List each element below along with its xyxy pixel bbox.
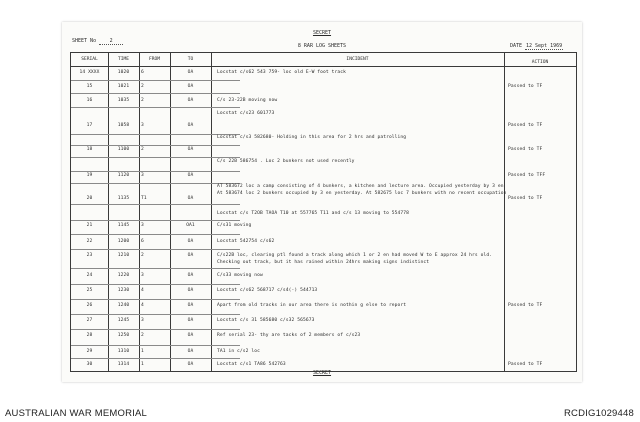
row-time: 1021 (117, 84, 130, 89)
archive-reference: RCDIG1029448 (564, 408, 634, 419)
row-incident-text: Locstat c/s3 582680- Holding in this area for 2 hrs and patrolling (217, 135, 407, 140)
row-serial: 24 (86, 273, 93, 278)
row-to: OA (187, 239, 194, 244)
row-time: 1210 (117, 253, 130, 258)
classification-top: SECRET (312, 30, 332, 36)
row-time: 1230 (117, 288, 130, 293)
col-header-action: ACTION (531, 60, 549, 65)
row-time: 1100 (117, 147, 130, 152)
row-time: 1058 (117, 123, 130, 128)
date-value: 12 Sept 1969 (526, 43, 563, 49)
row-incident-text: C/s22B loc, clearing ptl found a track along which 1 or 2 en had moved W to E approx 24 hrs old. (217, 253, 493, 258)
row-serial: 30 (86, 362, 93, 367)
sheet-no-label: SHEET No (72, 38, 97, 44)
col-header-to: TO (187, 57, 194, 62)
row-action: Passed to TF (508, 362, 543, 367)
row-from: 6 (141, 239, 144, 244)
row-action: Passed to TF (508, 84, 543, 89)
row-from: 3 (141, 173, 144, 178)
col-header-incident: INCIDENT (346, 57, 369, 62)
row-incident-text: Apart from old tracks in our area there is nothin g else to report (217, 303, 407, 308)
row-to: OA (187, 98, 194, 103)
row-incident-text: C/s33 moving now (217, 273, 263, 278)
row-incident-text: TA1 in c/s2 loc (217, 349, 260, 354)
row-incident-text: Locstat c/s1 TA86 542763 (217, 362, 286, 367)
col-header-serial: SERIAL (81, 57, 98, 62)
row-time: 1310 (117, 349, 130, 354)
col-header-time: TIME (117, 57, 130, 62)
row-time: 1120 (117, 173, 130, 178)
sheet-title: 8 RAR LOG SHEETS (297, 43, 347, 49)
row-from: 1 (141, 362, 144, 367)
row-serial: 25 (86, 288, 93, 293)
row-from: 2 (141, 98, 144, 103)
row-from: 2 (141, 147, 144, 152)
row-serial: 27 (86, 318, 93, 323)
row-serial: 26 (86, 303, 93, 308)
row-to: OA (187, 318, 194, 323)
row-to: OA (187, 70, 194, 75)
row-incident-text: Locstat c/s23 601773 (217, 111, 275, 116)
row-from: 3 (141, 273, 144, 278)
row-to: OA (187, 333, 194, 338)
row-to: OA (187, 362, 194, 367)
row-incident-text: Ref serial 23- thy are tacks of 2 members of c/s23 (217, 333, 361, 338)
row-time: 1135 (117, 196, 130, 201)
row-serial: 22 (86, 239, 93, 244)
row-serial: 14 XXXX (79, 70, 100, 75)
row-incident-text: Locstat c/s62 568717 c/s4(-) 544713 (217, 288, 318, 293)
row-serial: 28 (86, 333, 93, 338)
row-from: 4 (141, 303, 144, 308)
row-incident-text: Locstat c/s62 543 759- loc old E-W foot track (217, 70, 346, 75)
row-serial: 21 (86, 223, 93, 228)
row-serial: 15 (86, 84, 93, 89)
row-time: 1145 (117, 223, 130, 228)
row-time: 1314 (117, 362, 130, 367)
row-to: OA (187, 288, 194, 293)
row-action: Passed to TF (508, 147, 543, 152)
row-incident-text: AT 583672 loc a camp consisting of 4 bunkers, a kitchen and lecture area. Occupied yesterday by 3 en (217, 184, 504, 189)
sheet-date (510, 43, 563, 50)
row-incident-text: C/s31 moving (217, 223, 252, 228)
col-header-from: FROM (148, 57, 161, 62)
row-from: 3 (141, 318, 144, 323)
row-time: 1220 (117, 273, 130, 278)
row-serial: 17 (86, 123, 93, 128)
archive-caption: AUSTRALIAN WAR MEMORIAL (5, 408, 148, 419)
row-to: OA1 (186, 223, 195, 228)
row-incident-text: Locstat c/s 31 585680 c/s32 565673 (217, 318, 315, 323)
log-sheet-document (62, 22, 582, 382)
row-time: 1200 (117, 239, 130, 244)
row-serial: 29 (86, 349, 93, 354)
row-from: 2 (141, 84, 144, 89)
row-action: Passed to TF (508, 303, 543, 308)
classification-bottom: SECRET (312, 370, 332, 376)
row-from: T1 (141, 196, 147, 201)
row-from: 4 (141, 288, 144, 293)
date-label: DATE (510, 43, 523, 49)
row-from: 6 (141, 70, 144, 75)
row-incident-text: Locstat c/s T2OB TAOA T10 at 557765 T11 and c/s 13 moving to 554778 (217, 211, 409, 216)
row-serial: 19 (86, 173, 93, 178)
row-from: 1 (141, 349, 144, 354)
row-incident-text: C/s 22B 586754 . Loc 2 bunkers not used recently (217, 159, 355, 164)
row-action: Passed to TF (508, 196, 543, 201)
row-time: 1245 (117, 318, 130, 323)
row-from: 2 (141, 253, 144, 258)
row-serial: 20 (86, 196, 93, 201)
row-to: OA (187, 147, 194, 152)
row-time: 1250 (117, 333, 130, 338)
row-to: OA (187, 84, 194, 89)
row-to: OA (187, 273, 194, 278)
row-to: OA (187, 349, 194, 354)
log-table (70, 52, 577, 372)
row-incident-text: At 583674 loc 2 bunkers occupied by 3 en yesterday. At 582675 loc 7 bunkers with no recent occupation (217, 191, 507, 196)
row-from: 3 (141, 123, 144, 128)
row-from: 3 (141, 223, 144, 228)
row-action: Passed to TF (508, 123, 543, 128)
row-serial: 18 (86, 147, 93, 152)
row-time: 1020 (117, 70, 130, 75)
row-to: OA (187, 303, 194, 308)
row-serial: 23 (86, 253, 93, 258)
sheet-no-value: 2 (99, 38, 123, 45)
row-from: 2 (141, 333, 144, 338)
row-to: OA (187, 173, 194, 178)
row-serial: 16 (86, 98, 93, 103)
row-incident-text: Checking out track, but it has rained within 24hrs making signs indistinct (217, 260, 430, 265)
row-incident-text: Locstat 542754 c/s62 (217, 239, 275, 244)
row-to: OA (187, 123, 194, 128)
row-action: Passed to TFF (508, 173, 546, 178)
row-time: 1240 (117, 303, 130, 308)
row-to: OA (187, 253, 194, 258)
row-incident-text: C/s 23-22B moving now (217, 98, 278, 103)
row-to: OA (187, 196, 194, 201)
row-time: 1035 (117, 98, 130, 103)
